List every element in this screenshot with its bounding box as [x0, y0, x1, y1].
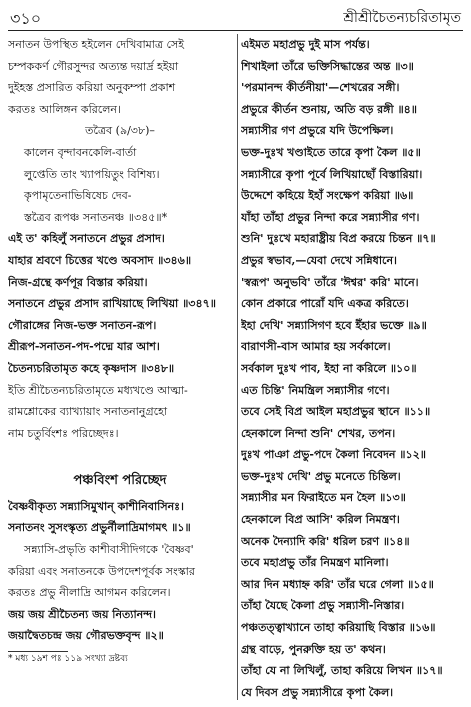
page-header [0, 0, 471, 30]
colophon-line: নাম চতুর্বিংশঃ পরিচ্ছেদঃ। [8, 426, 119, 440]
text-line: করতঃ প্রভু নীলাদ্রি আগমন করিলেন। [8, 586, 171, 600]
sanskrit-line: স্তত্রৈব রূপঞ্চ সনাতনঞ্চ ॥৩৪৫॥* [24, 210, 168, 224]
text-line: চম্পককর্ণ গৌরসুন্দর অত্যন্ত দয়ার্দ্র হইয়া [8, 59, 179, 73]
verse-line: সন্ন্যাসীরে কৃপা পূর্বে লিখিয়াছোঁ বিস্তারিয়া। [241, 167, 423, 181]
verse-line: বৈষ্ণবীকৃত্য সন্ন্যাসিমুখান্ কাশীনিবাসিনঃ। [8, 499, 184, 513]
verse-line: শিখাইলা তাঁরে ভক্তিসিদ্ধান্তের অন্ত ॥৩॥ [241, 59, 414, 73]
text-line: করতঃ আলিঙ্গন করিলেন। [8, 102, 121, 116]
column-divider [237, 34, 238, 700]
verse-line: 'পরমানন্দ কীর্তনীয়া'—শেখরের সঙ্গী। [241, 81, 400, 95]
verse-line: উদ্দেশে কহিয়ে ইহাঁ সংক্ষেপ করিয়া ॥৬॥ [241, 189, 414, 203]
sanskrit-line: কালেন বৃন্দাবনকেলি-বার্তা [24, 145, 137, 159]
colophon-line: রামশ্লোকের ব্যাখ্যায়াং সনাতনানুগ্রহো [8, 405, 168, 419]
verse-line: এত চিন্তি' নিমন্ত্রিল সন্ন্যাসীর গণে। [241, 383, 390, 397]
colophon-line: ইতি শ্রীচৈতন্যচরিতামৃতে মধ্যখণ্ডে আত্মা- [8, 383, 188, 397]
verse-line: জয় জয় শ্রীচৈতন্য জয় নিত্যানন্দ। [8, 607, 156, 621]
citation-line: তত্রৈব (৯/৩৮)– [85, 124, 155, 138]
verse-line: তবে মহাপ্রভু তাঁর নিমন্ত্রণ মানিলা। [241, 556, 389, 570]
verse-line: সন্ন্যাসীর মন ফিরাইতে মন হৈল ॥১৩॥ [241, 491, 406, 505]
verse-line: ভক্ত-দুঃখ দেখি' প্রভু মনেতে চিন্তিল। [241, 469, 401, 483]
text-line: সন্ন্যাসি-প্রভৃতি কাশীবাসীদিগকে 'বৈষ্ণব' [24, 543, 194, 557]
text-line: সনাতন উপস্থিত হইলেন দেখিবামাত্র সেই [8, 38, 184, 51]
verse-line: চৈতন্যচরিতামৃত কহে কৃষ্ণদাস ॥৩৪৮॥ [8, 361, 175, 375]
verse-line: 'স্বরূপ' অনুভবি' তাঁরে 'ঈশ্বর' করি' মানে। [241, 275, 419, 289]
verse-line: প্রভুর স্বভাব,—যেবা দেখে সন্নিধানে। [241, 253, 397, 267]
verse-line: এই ত' কহিলুঁ সনাতনে প্রভুর প্রসাদ। [8, 232, 165, 246]
verse-line: ইহা দেখি' সন্ন্যাসিগণ হবে ইঁহার ভক্তে ॥৯॥ [241, 318, 427, 332]
verse-line: যে দিবস প্রভু সন্ন্যাসীরে কৃপা কৈল। [241, 685, 394, 699]
verse-line: ভক্ত-দুঃখ খণ্ডাইতে তারে কৃপা কৈল ॥৫॥ [241, 145, 421, 159]
verse-line: যাহার শ্রবণে চিত্তের খণ্ডে অবসাদ ॥৩৪৬॥ [8, 253, 192, 267]
verse-line: বারাণসী-বাস আমার হয় সর্বকালে। [241, 340, 391, 354]
verse-line: গৌরাঙ্গের নিজ-ভক্ত সনাতন-রূপ। [8, 318, 157, 332]
page-number: ৩১০ [10, 9, 42, 28]
verse-line: সনাতনং সুসংস্কৃত্য প্রভুর্নীলাদ্রিমাগমৎ ॥১॥ [8, 521, 191, 535]
verse-line: তাঁহা যে না লিখিলুঁ, তাহা করিয়ে লিখন ॥১৭॥ [241, 664, 443, 678]
verse-line: সনাতনে প্রভুর প্রসাদ রাখিয়াছে লিখিয়া ॥৩৪৭॥ [8, 297, 216, 311]
verse-line: যাঁহা তাঁহা প্রভুর নিন্দা করে সন্ন্যাসীর গণ। [241, 210, 420, 224]
sanskrit-line: লুপ্তেতি তাং খ্যাপয়িতুং বিশিষ্য। [24, 167, 160, 181]
verse-line: হেনকালে নিন্দা শুনি' শেখর, তপন। [241, 426, 396, 440]
text-line: করিয়া এবং সনাতনকে উপদেশপূর্বক সংস্কার [8, 564, 195, 578]
verse-line: প্রভুরে কীর্তন শুনায়, অতি বড় রঙ্গী ॥৪॥ [241, 102, 418, 116]
sanskrit-line: কৃপামৃতেনাভিষিষেচ দেব- [24, 189, 132, 203]
verse-line: কোন প্রকারে পারোঁ যদি একত্র করিতে। [241, 297, 409, 311]
verse-line: এইমত মহাপ্রভু দুই মাস পর্যন্ত। [241, 38, 370, 51]
left-column [8, 34, 232, 700]
verse-line: সর্বকাল দুঃখ পাব, ইহা না করিলে ॥১০॥ [241, 361, 417, 375]
verse-line: অনেক দৈন্যাদি করি' ধরিল চরণ ॥১৪॥ [241, 534, 410, 548]
verse-line: দুঃখ পাঞা প্রভু-পদে কৈলা নিবেদন ॥১২॥ [241, 448, 426, 462]
footnote: * মধ্য ১৯শ পঃ ১১৯ সংখ্যা দ্রষ্টব্য [8, 654, 128, 665]
text-line: দুইহস্ত প্রসারিত করিয়া অনুকম্পা প্রকাশ [8, 81, 176, 95]
verse-line: শুনি' দুঃখে মহারাষ্ট্রীয় বিপ্র করয়ে চিন্তন ॥৭॥ [241, 232, 436, 246]
right-column [241, 34, 465, 700]
running-title: শ্রীশ্রীচৈতন্যচরিতামৃত [343, 10, 461, 26]
verse-line: সন্ন্যাসীর গণ প্রভুরে যদি উপেক্ষিল। [241, 124, 394, 138]
verse-line: তাঁহা যৈছে কৈলা প্রভু সন্ন্যাসী-নিস্তার। [241, 599, 405, 613]
verse-line: নিজ-গ্রন্থে কর্ণপূর বিস্তার করিয়া। [8, 275, 148, 289]
chapter-title: পঞ্চবিংশ পরিচ্ছেদ [73, 472, 167, 488]
verse-line: গ্রন্থ বাড়ে, পুনরুক্তি হয় ত' কথন। [241, 642, 386, 656]
verse-line: পঞ্চতত্ত্বাখ্যানে তাহা করিয়াছি বিস্তার ॥১৬॥ [241, 621, 436, 635]
verse-line: তবে সেই বিপ্র আইল মহাপ্রভুর স্থানে ॥১১॥ [241, 405, 431, 419]
verse-line: জয়াদ্বৈতচন্দ্র জয় গৌরভক্তবৃন্দ ॥২॥ [8, 629, 164, 643]
verse-line: আর দিন মধ্যাহ্ন করি' তাঁর ঘরে গেলা ॥১৫॥ [241, 577, 434, 591]
verse-line: শ্রীরূপ-সনাতন-পদ-পদ্মে যার আশ। [8, 340, 160, 354]
header-rule [8, 30, 463, 31]
verse-line: হেনকালে বিপ্র আসি' করিল নিমন্ত্রণ। [241, 513, 400, 527]
